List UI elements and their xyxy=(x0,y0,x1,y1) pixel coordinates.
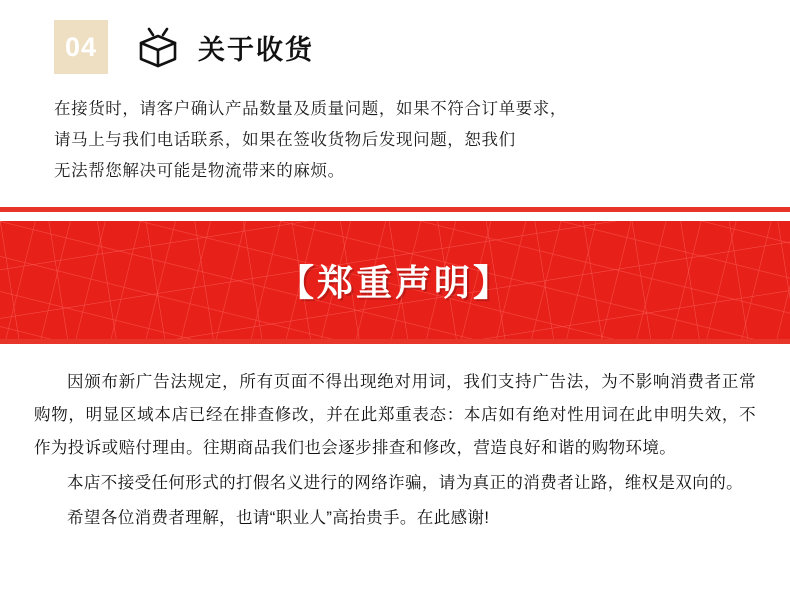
statement-paragraph-1: 因颁布新广告法规定，所有页面不得出现绝对用词，我们支持广告法，为不影响消费者正常购物，明显区域本店已经在排查修改，并在此郑重表态：本店如有绝对性用词在此申明失效，不作为投诉或赔付理由。往期商品我们也会逐步排查和修改，营造良好和谐的购物环境。 xyxy=(34,373,756,457)
banner-title: 【郑重声明】 xyxy=(277,261,512,303)
section-header xyxy=(54,18,750,76)
statement-banner xyxy=(0,221,790,339)
receive-line-2: 请马上与我们电话联系，如果在签收货物后发现问题，恕我们 xyxy=(54,131,516,149)
receive-line-3: 无法帮您解决可能是物流带来的麻烦。 xyxy=(54,162,345,180)
section-title: 关于收货 xyxy=(198,34,314,65)
section-about-receiving xyxy=(0,0,790,207)
open-box-icon xyxy=(132,23,184,71)
section-number-badge: 04 xyxy=(54,20,108,74)
receive-line-1: 在接货时，请客户确认产品数量及质量问题，如果不符合订单要求， xyxy=(54,100,567,118)
section-body xyxy=(54,94,742,187)
divider-gap xyxy=(0,212,790,221)
statement-body xyxy=(0,344,790,547)
statement-paragraph-3: 希望各位消费者理解，也请“职业人”高抬贵手。在此感谢! xyxy=(67,509,490,527)
statement-paragraph-2: 本店不接受任何形式的打假名义进行的网络诈骗，请为真正的消费者让路，维权是双向的。 xyxy=(67,474,743,492)
